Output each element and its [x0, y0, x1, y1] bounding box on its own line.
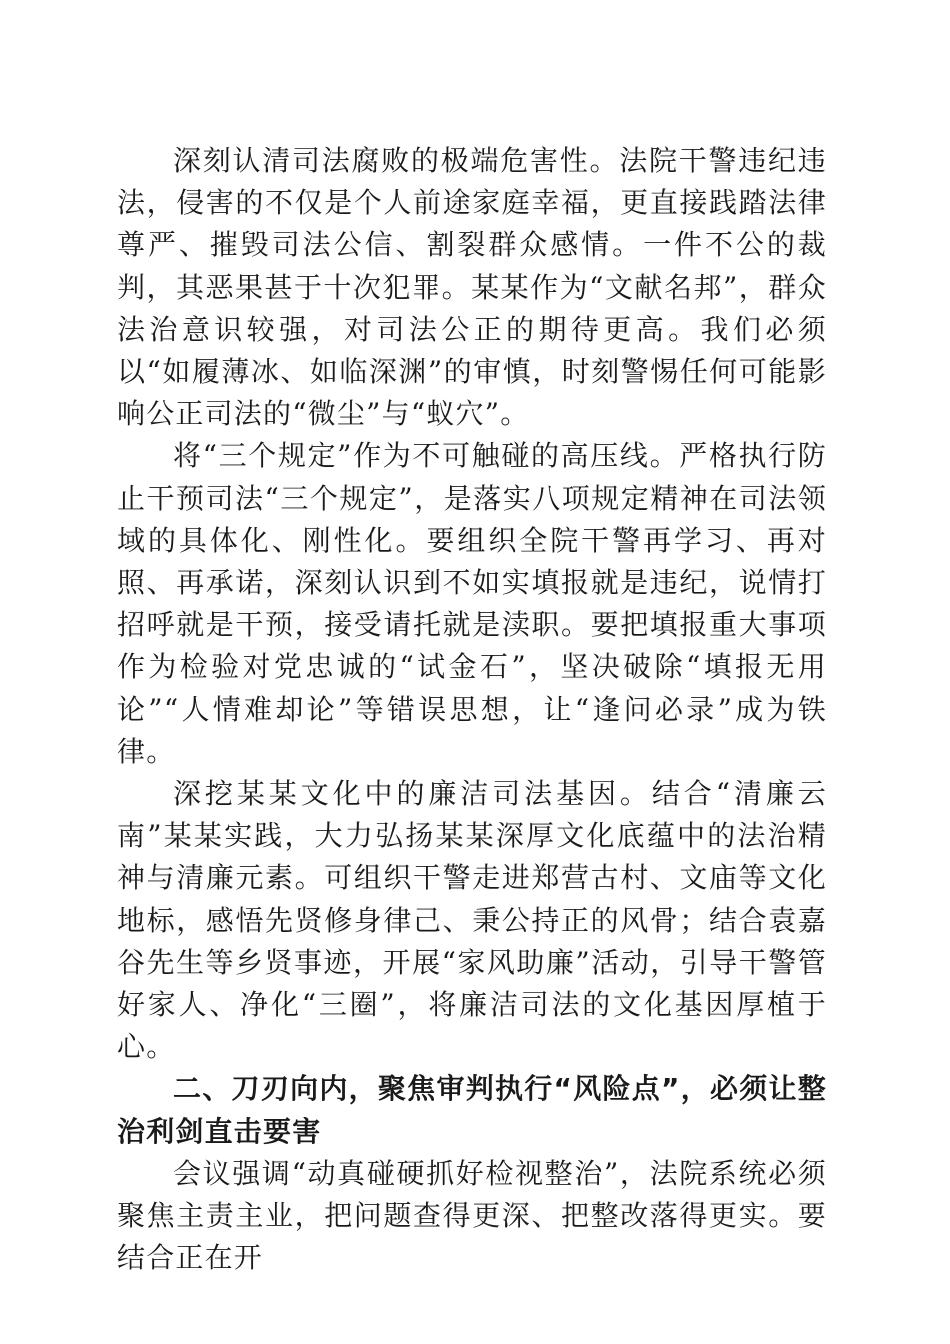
document-page	[117, 140, 827, 1279]
body-paragraph: 会议强调“动真碰硬抓好检视整治”，法院系统必须聚焦主责主业，把问题查得更深、把整改落得更实。要结合正在开	[117, 1156, 827, 1275]
body-paragraph: 将“三个规定”作为不可触碰的高压线。严格执行防止干预司法“三个规定”，是落实八项规定精神在司法领域的具体化、刚性化。要组织全院干警再学习、再对照、再承诺，深刻认识到不如实填报就是违纪，说情打招呼就是干预，接受请托就是渎职。要把填报重大事项作为检验对党忠诚的“试金石”，坚决破除“填报无用论”“人情难却论”等错误思想，让“逢问必录”成为铁律。	[117, 439, 827, 768]
section-heading: 二、刀刃向内，聚焦审判执行“风险点”，必须让整治利剑直击要害	[117, 1072, 827, 1148]
body-paragraph: 深挖某某文化中的廉洁司法基因。结合“清廉云南”某某实践，大力弘扬某某深厚文化底蕴中的法治精神与清廉元素。可组织干警走进郑营古村、文庙等文化地标，感悟先贤修身律己、秉公持正的风骨；结合袁嘉谷先生等乡贤事迹，开展“家风助廉”活动，引导干警管好家人、净化“三圈”，将廉洁司法的文化基因厚植于心。	[117, 777, 827, 1064]
body-paragraph: 深刻认清司法腐败的极端危害性。法院干警违纪违法，侵害的不仅是个人前途家庭幸福，更直接践踏法律尊严、摧毁司法公信、割裂群众感情。一件不公的裁判，其恶果甚于十次犯罪。某某作为“文献名邦”，群众法治意识较强，对司法公正的期待更高。我们必须以“如履薄冰、如临深渊”的审慎，时刻警惕任何可能影响公正司法的“微尘”与“蚁穴”。	[117, 144, 827, 431]
